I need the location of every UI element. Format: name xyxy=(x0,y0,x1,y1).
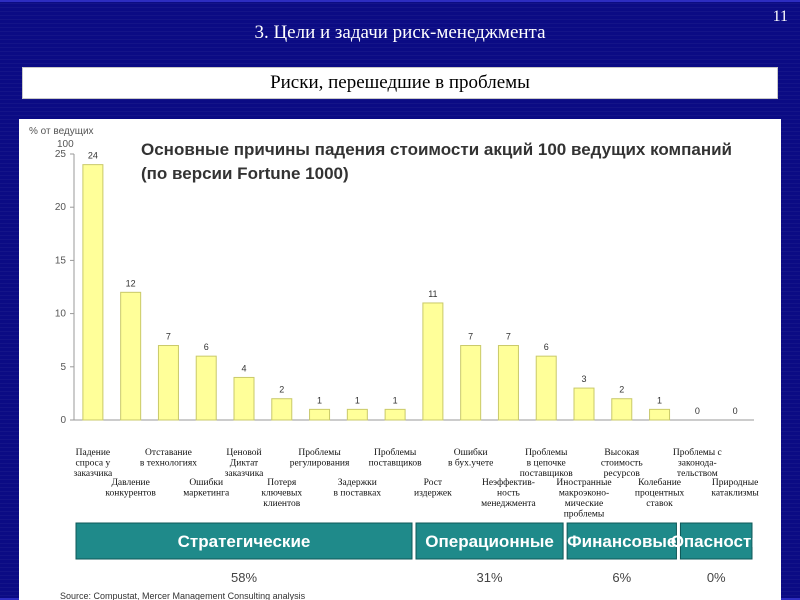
bar xyxy=(158,346,178,420)
bar xyxy=(83,165,103,420)
bar-value-label: 11 xyxy=(428,288,438,299)
category-label: Ошибки маркетинга xyxy=(183,478,230,499)
category-label: Неэффектив-ность менеджмента xyxy=(481,478,536,509)
chart-title-line2: (по версии Fortune 1000) xyxy=(141,164,349,183)
bar-value-label: 1 xyxy=(657,395,663,406)
bar xyxy=(196,356,216,420)
category-label: Задержки в поставках xyxy=(333,478,382,499)
category-label: Рост издержек xyxy=(414,478,452,499)
bar xyxy=(310,409,330,420)
group-share: 58% xyxy=(230,570,258,585)
bar-value-label: 2 xyxy=(279,384,285,395)
category-label: Природные катаклизмы xyxy=(711,478,759,499)
bar xyxy=(650,409,670,420)
source-note: Source: Compustat, Mercer Management Consulting analysis xyxy=(60,591,306,600)
bar xyxy=(234,377,254,420)
category-label: Падение спроса у заказчика xyxy=(73,448,113,479)
bar-value-label: 1 xyxy=(354,395,360,406)
bar xyxy=(498,346,518,420)
category-label: Проблемы с законода-тельством xyxy=(672,448,722,479)
bar xyxy=(347,409,367,420)
category-label: Потеря ключевых клиентов xyxy=(261,478,303,509)
group-share: 31% xyxy=(476,570,503,585)
y-tick-label: 10 xyxy=(54,308,66,320)
group-label: Операционные xyxy=(425,532,554,551)
bar-value-label: 3 xyxy=(581,374,587,385)
bar xyxy=(612,399,632,420)
group-label: Опасности xyxy=(670,532,762,551)
bar xyxy=(461,346,481,420)
bar xyxy=(574,388,594,420)
group-label: Финансовые xyxy=(567,532,677,551)
category-label: Колебание процентных ставок xyxy=(634,478,685,509)
bar-value-label: 1 xyxy=(317,395,323,406)
y-tick-label: 5 xyxy=(60,361,66,373)
bar-value-label: 1 xyxy=(392,395,398,406)
unit-label-2: 100 xyxy=(57,139,74,150)
bar xyxy=(121,292,141,420)
bar-value-label: 0 xyxy=(694,406,700,416)
category-label: Проблемы поставщиков xyxy=(368,448,422,469)
bar xyxy=(272,399,292,420)
bar xyxy=(423,303,443,420)
category-label: Проблемы в цепочке поставщиков xyxy=(519,448,573,479)
bar-chart xyxy=(19,119,781,600)
slide-number: 11 xyxy=(772,8,788,25)
bar-value-label: 7 xyxy=(165,331,171,342)
category-label: Высокая стоимость ресурсов xyxy=(600,448,643,479)
chart-title: Основные причины падения стоимости акций 100 ведущих компаний xyxy=(141,140,733,159)
bar-value-label: 2 xyxy=(619,384,625,395)
group-share: 0% xyxy=(706,570,726,585)
subtitle-box: Риски, перешедшие в проблемы xyxy=(22,67,778,99)
slide-title: 3. Цели и задачи риск-менеджмента xyxy=(254,22,546,43)
bar xyxy=(536,356,556,420)
category-label: Иностранные макроэконо-мические проблемы xyxy=(556,478,612,520)
bar-value-label: 12 xyxy=(125,278,136,289)
bar-value-label: 7 xyxy=(468,331,474,342)
bar-value-label: 7 xyxy=(505,331,511,342)
y-tick-label: 0 xyxy=(60,415,66,426)
bar-value-label: 0 xyxy=(732,406,738,416)
bar-value-label: 24 xyxy=(87,150,98,161)
y-tick-label: 15 xyxy=(54,255,66,267)
group-share: 6% xyxy=(612,570,632,585)
category-label: Ценовой Диктат заказчика xyxy=(224,448,264,479)
y-tick-label: 20 xyxy=(54,202,66,214)
category-label: Ошибки в бух.учете xyxy=(448,448,494,469)
chart-panel xyxy=(19,119,781,600)
unit-label: % от ведущих xyxy=(29,126,94,137)
category-label: Давление конкурентов xyxy=(105,478,156,499)
bar-value-label: 6 xyxy=(543,342,549,353)
bar-value-label: 6 xyxy=(203,342,209,353)
y-tick-label: 25 xyxy=(54,149,66,160)
category-label: Проблемы регулирования xyxy=(289,448,350,469)
bar xyxy=(385,409,405,420)
group-label: Стратегические xyxy=(177,532,311,551)
bar-value-label: 4 xyxy=(241,363,247,374)
category-label: Отставание в технологиях xyxy=(139,448,198,469)
